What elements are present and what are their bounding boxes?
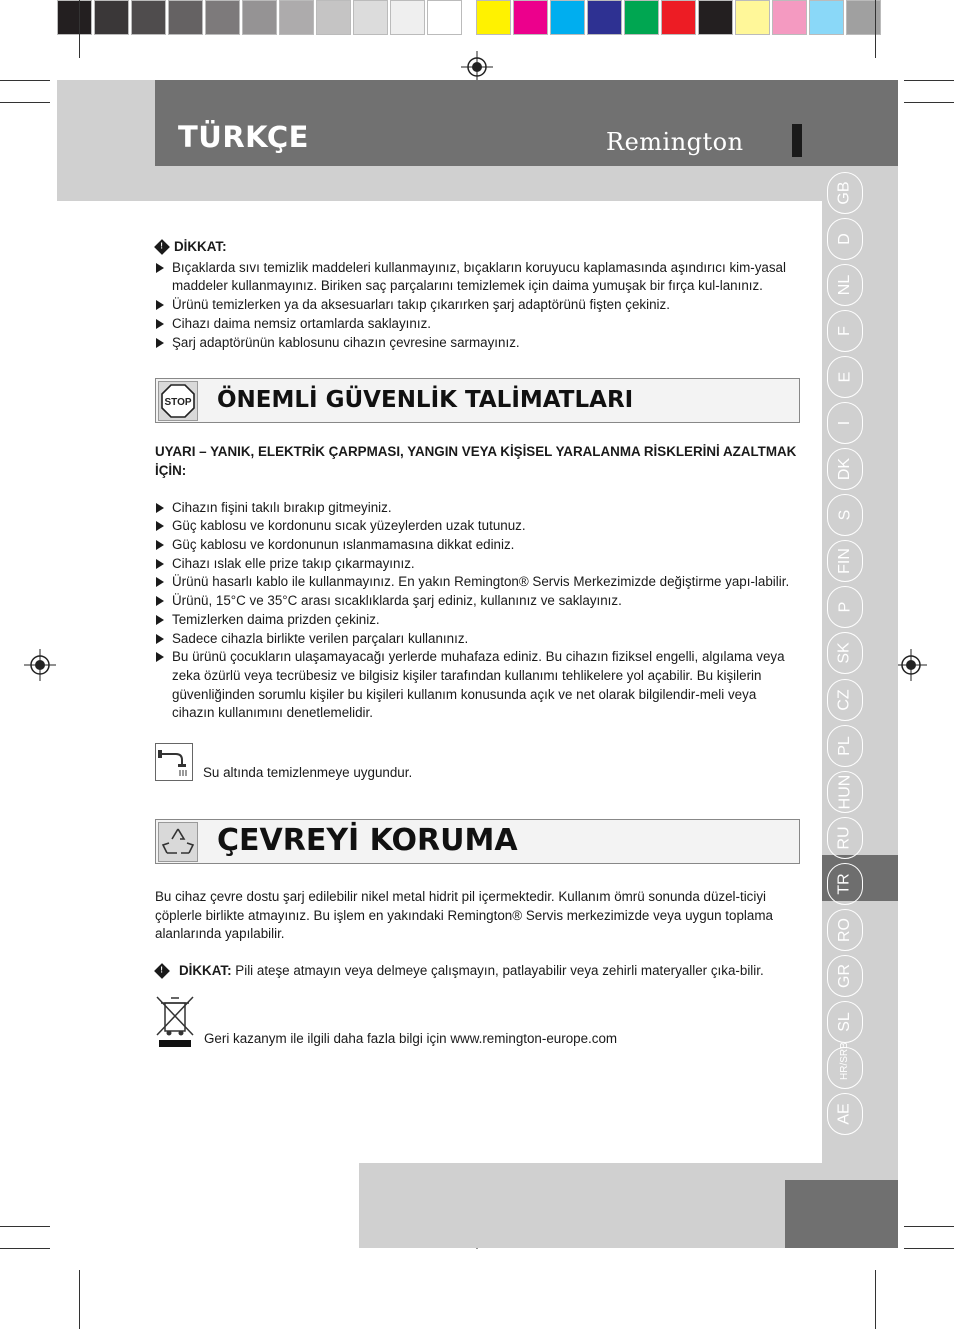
color-swatch (205, 0, 240, 35)
list-item: Bu ürünü çocukların ulaşamayacağı yerlerde muhafaza ediniz. Bu cihazın fiziksel engelli, algılama veya zeka özürlü veya tecrübesiz ve bilgisiz kişiler tarafından kullanımı tehlikelere yol açabilir. Bu kişilerin güvenliğinden sorumlu kişiler bu kişileri kullanım konusunda açık ve net olarak bilgilendir-meli veya cihazın kullanımını denetlemelidir. (155, 648, 800, 723)
color-swatch (587, 0, 622, 35)
environment-dikkat (155, 962, 800, 981)
registration-mark-icon (895, 649, 927, 681)
color-swatch (131, 0, 166, 35)
safety-warning: UYARI – YANIK, ELEKTRİK ÇARPMASI, YANGIN VEYA KİŞİSEL YARALANMA RİSKLERİNİ AZALTMAK İÇİN: (155, 444, 797, 478)
wash-note: Su altında temizlenmeye uygundur. (203, 765, 413, 781)
list-item: Ürünü temizlerken ya da aksesuarları takıp çıkarırken şarj adaptörünü fişten çekiniz. (155, 296, 800, 315)
language-tab-gr[interactable] (827, 955, 863, 997)
list-item: Sadece cihazla birlikte verilen parçaları kullanınız. (155, 630, 800, 649)
dikkat-list (155, 259, 800, 353)
crop-mark (904, 1248, 954, 1249)
language-tab-label: D (836, 233, 853, 245)
color-swatch (279, 0, 314, 35)
recycle-note: Geri kazanym ile ilgili daha fazla bilgi için www.remington-europe.com (204, 1031, 618, 1047)
stop-sign-label: STOP (164, 396, 192, 408)
environment-section-header (155, 819, 800, 864)
language-tab-p[interactable] (827, 586, 863, 628)
list-item: Güç kablosu ve kordonunu sıcak yüzeylerden uzak tutunuz. (155, 517, 800, 536)
language-tab-label: E (835, 371, 853, 383)
language-tab-cz[interactable] (827, 679, 863, 721)
environment-paragraph: Bu cihaz çevre dostu şarj edilebilir nikel metal hidrit pil içermektedir. Kullanım ömrü sonunda düzel-ticiyi çöplerle birlikte atmayınız. Bu işlem en yakındaki Remington® Servis merkezimizde veya uygun toplama alanlarında yapılabilir. (155, 889, 773, 942)
safety-list (155, 499, 800, 723)
language-tab-label: PL (835, 735, 853, 756)
language-tab-hun[interactable] (827, 771, 863, 813)
language-tab-ru[interactable] (827, 817, 863, 859)
language-tab-label: SL (835, 1012, 853, 1032)
crop-mark (904, 80, 954, 81)
list-item: Şarj adaptörünün kablosunu cihazın çevresine sarmayınız. (155, 334, 800, 353)
crop-mark (875, 0, 876, 58)
color-swatch (57, 0, 92, 35)
language-tab-hr-srb[interactable] (827, 1042, 863, 1089)
language-tab-pl[interactable] (827, 725, 863, 767)
crop-mark (904, 1226, 954, 1227)
crop-mark (0, 1226, 50, 1227)
language-tab-dk[interactable] (827, 448, 863, 490)
language-tab-label: CZ (835, 688, 853, 711)
crop-mark (875, 1270, 876, 1329)
list-item: Güç kablosu ve kordonunun ıslanmamasına dikkat ediniz. (155, 536, 800, 555)
color-swatch (772, 0, 807, 35)
warning-icon: ! (154, 963, 170, 979)
wash-note-row (155, 743, 800, 781)
color-swatch (427, 0, 462, 35)
safety-section-header (155, 378, 800, 423)
language-tab-i[interactable] (827, 402, 863, 444)
environment-title: ÇEVREYİ KORUMA (217, 823, 518, 859)
color-swatch (353, 0, 388, 35)
recycle-note-row (155, 995, 800, 1047)
registration-mark-icon (24, 649, 56, 681)
color-swatch (735, 0, 770, 35)
language-tab-gb[interactable] (827, 172, 863, 214)
color-swatch (242, 0, 277, 35)
page-content (155, 238, 800, 1047)
language-tab-label: DK (835, 458, 853, 481)
color-swatch (624, 0, 659, 35)
language-tab-label: HUN (836, 774, 854, 809)
language-tab-label: S (835, 509, 853, 521)
color-swatch (390, 0, 425, 35)
crop-mark (0, 102, 50, 103)
page-title: TÜRKÇE (178, 120, 309, 154)
language-tab-sl[interactable] (827, 1001, 863, 1043)
language-tab-label: SK (836, 642, 853, 665)
language-tab-label: TR (835, 873, 853, 895)
crop-mark (0, 1248, 50, 1249)
crossed-bin-icon (155, 995, 195, 1047)
language-tab-e[interactable] (827, 356, 863, 398)
brand-logo-bar (792, 124, 802, 157)
language-tab-label: P (835, 602, 853, 613)
stop-sign-icon (158, 381, 198, 421)
color-swatch (698, 0, 733, 35)
language-tab-ro[interactable] (827, 909, 863, 951)
list-item: Ürünü, 15°C ve 35°C arası sıcaklıklarda şarj ediniz, kullanınız ve saklayınız. (155, 592, 800, 611)
dikkat-heading: ! DİKKAT: (155, 238, 800, 257)
language-tab-label: RO (836, 917, 853, 942)
language-tab-label: GB (836, 181, 853, 205)
language-tab-label: NL (835, 274, 853, 296)
washable-faucet-icon (155, 743, 193, 781)
crop-mark (904, 102, 954, 103)
crop-mark (79, 0, 80, 58)
list-item: Cihazı ıslak elle prize takıp çıkarmayınız. (155, 555, 800, 574)
language-tab-label: F (836, 326, 853, 337)
color-swatch (316, 0, 351, 35)
language-tab-sk[interactable] (827, 632, 863, 674)
language-tab-d[interactable] (827, 218, 863, 260)
language-tab-tr[interactable] (827, 863, 863, 905)
safety-title: ÖNEMLİ GÜVENLİK TALİMATLARI (217, 387, 634, 414)
warning-icon: ! (154, 239, 170, 255)
list-item: Bıçaklarda sıvı temizlik maddeleri kullanmayınız, bıçakların koruyucu kaplamasında aşındırıcı kim-yasal maddeler kullanmayınız. Biriken saç parçalarını temizlemek için daima yumuşak bir fırça kul-lanınız. (155, 259, 800, 296)
language-tab-label: HR/SRB (839, 1042, 850, 1080)
language-tab-f[interactable] (827, 310, 863, 352)
crop-mark (79, 1270, 80, 1329)
color-swatch (661, 0, 696, 35)
print-color-bar (57, 0, 883, 39)
language-tabs (826, 172, 864, 1139)
color-swatch (513, 0, 548, 35)
language-tab-fin[interactable] (827, 540, 863, 582)
color-swatch (464, 0, 476, 39)
list-item: Cihazın fişini takılı bırakıp gitmeyiniz. (155, 499, 800, 518)
list-item: Temizlerken daima prizden çekiniz. (155, 611, 800, 630)
brand-logo: Remington (606, 128, 744, 156)
language-tab-label: I (835, 421, 853, 426)
dikkat-label: DİKKAT: (179, 963, 232, 979)
language-tab-label: GR (836, 963, 853, 988)
language-tab-label: AE (836, 1103, 853, 1125)
color-swatch (550, 0, 585, 35)
language-tab-s[interactable] (827, 494, 863, 536)
crop-mark (0, 80, 50, 81)
recycle-icon (158, 822, 198, 862)
list-item: Ürünü hasarlı kablo ile kullanmayınız. En yakın Remington® Servis Merkezimizde değiştirme yapı-labilir. (155, 573, 800, 592)
color-swatch (809, 0, 844, 35)
language-tab-ae[interactable] (827, 1093, 863, 1135)
language-tab-nl[interactable] (827, 264, 863, 306)
registration-mark-icon (461, 51, 493, 83)
dikkat-text: Pili ateşe atmayın veya delmeye çalışmayın, patlayabilir veya zehirli materyaller çıka-bilir. (235, 963, 764, 979)
color-swatch (168, 0, 203, 35)
language-tab-label: RU (835, 826, 853, 850)
color-swatch (476, 0, 511, 35)
language-tab-label: FIN (836, 548, 853, 575)
page-number-block (785, 1180, 898, 1248)
color-swatch (94, 0, 129, 35)
list-item: Cihazı daima nemsiz ortamlarda saklayınız. (155, 315, 800, 334)
